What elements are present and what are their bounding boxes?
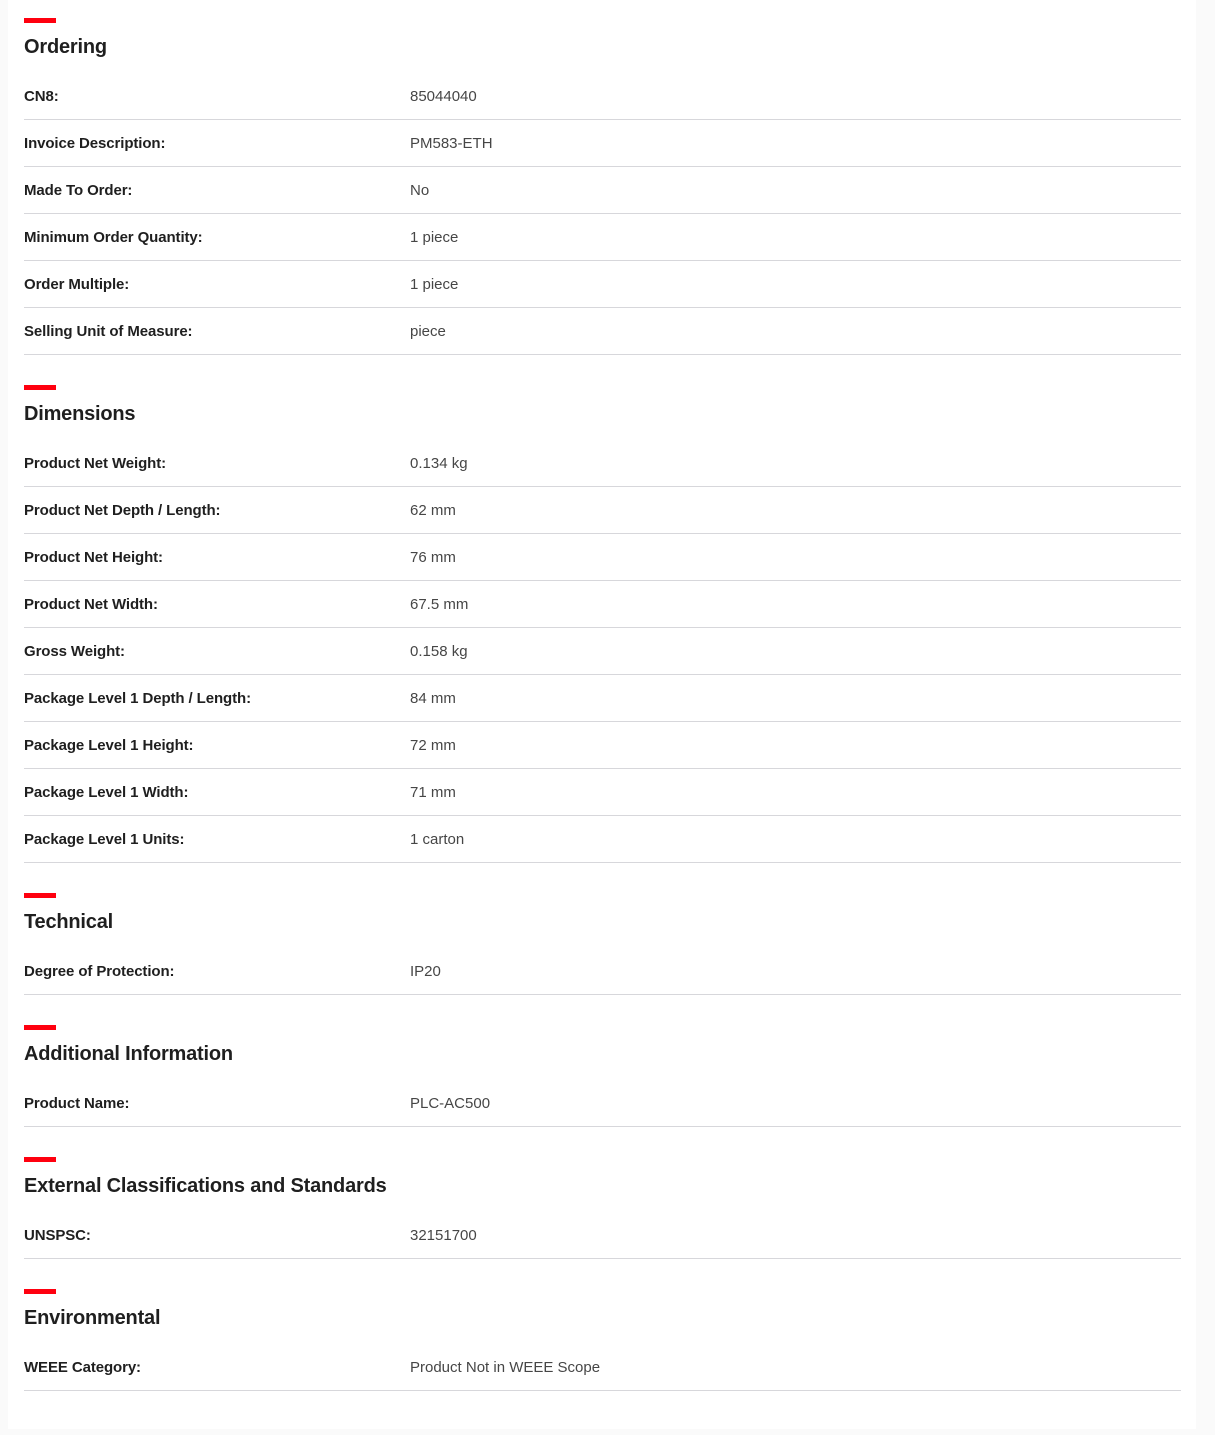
spec-label: CN8:	[24, 87, 59, 105]
spec-label: Product Net Height:	[24, 548, 163, 566]
spec-value: 67.5 mm	[410, 595, 469, 613]
spec-label: Package Level 1 Depth / Length:	[24, 689, 251, 707]
spec-value: PM583-ETH	[410, 134, 493, 152]
section-title: External Classifications and Standards	[24, 1175, 387, 1197]
spec-row	[24, 769, 1181, 816]
spec-row	[24, 816, 1181, 863]
spec-label: WEEE Category:	[24, 1358, 141, 1376]
product-specifications-panel	[8, 0, 1196, 1429]
spec-row	[24, 722, 1181, 769]
section-title: Environmental	[24, 1307, 161, 1329]
spec-value: 1 piece	[410, 228, 459, 246]
section-accent-dash	[24, 385, 56, 390]
spec-label: Product Net Weight:	[24, 454, 166, 472]
spec-label: Selling Unit of Measure:	[24, 322, 193, 340]
spec-row	[24, 1080, 1181, 1127]
spec-value: Product Not in WEEE Scope	[410, 1358, 601, 1376]
section-rows	[24, 73, 1181, 355]
section-rows	[24, 1344, 1181, 1391]
spec-row	[24, 308, 1181, 355]
spec-row	[24, 167, 1181, 214]
spec-row	[24, 120, 1181, 167]
spec-row	[24, 675, 1181, 722]
spec-row	[24, 440, 1181, 487]
spec-section	[24, 18, 1181, 355]
spec-row	[24, 214, 1181, 261]
spec-value: 0.134 kg	[410, 454, 468, 472]
spec-label: Product Net Depth / Length:	[24, 501, 221, 519]
spec-label: Product Net Width:	[24, 595, 158, 613]
spec-label: Package Level 1 Width:	[24, 783, 189, 801]
section-title: Dimensions	[24, 403, 136, 425]
spec-section	[24, 385, 1181, 863]
spec-label: Gross Weight:	[24, 642, 125, 660]
spec-value: PLC-AC500	[410, 1094, 491, 1112]
spec-section	[24, 1025, 1181, 1127]
spec-value: 76 mm	[410, 548, 456, 566]
section-rows	[24, 948, 1181, 995]
section-title: Additional Information	[24, 1043, 233, 1065]
spec-value: 32151700	[410, 1226, 477, 1244]
section-title: Ordering	[24, 36, 107, 58]
spec-value: 71 mm	[410, 783, 456, 801]
section-accent-dash	[24, 1025, 56, 1030]
spec-value: 84 mm	[410, 689, 456, 707]
spec-value: 1 carton	[410, 830, 465, 848]
section-accent-dash	[24, 1157, 56, 1162]
spec-label: Minimum Order Quantity:	[24, 228, 203, 246]
spec-value: 0.158 kg	[410, 642, 468, 660]
section-rows	[24, 1212, 1181, 1259]
spec-section	[24, 893, 1181, 995]
spec-label: Degree of Protection:	[24, 962, 175, 980]
spec-section	[24, 1289, 1181, 1391]
section-rows	[24, 440, 1181, 863]
spec-value: IP20	[410, 962, 441, 980]
spec-row	[24, 1212, 1181, 1259]
spec-value: 85044040	[410, 87, 477, 105]
spec-value: piece	[410, 322, 446, 340]
spec-section	[24, 1157, 1181, 1259]
spec-label: Invoice Description:	[24, 134, 166, 152]
spec-row	[24, 948, 1181, 995]
spec-value: 62 mm	[410, 501, 456, 519]
spec-label: Package Level 1 Height:	[24, 736, 194, 754]
section-accent-dash	[24, 893, 56, 898]
spec-row	[24, 487, 1181, 534]
spec-value: No	[410, 181, 430, 199]
section-accent-dash	[24, 18, 56, 23]
spec-row	[24, 1344, 1181, 1391]
spec-label: Product Name:	[24, 1094, 130, 1112]
section-rows	[24, 1080, 1181, 1127]
spec-value: 1 piece	[410, 275, 459, 293]
spec-row	[24, 73, 1181, 120]
spec-label: Package Level 1 Units:	[24, 830, 185, 848]
spec-row	[24, 261, 1181, 308]
section-accent-dash	[24, 1289, 56, 1294]
spec-label: UNSPSC:	[24, 1226, 91, 1244]
spec-row	[24, 534, 1181, 581]
spec-label: Made To Order:	[24, 181, 133, 199]
spec-row	[24, 628, 1181, 675]
spec-value: 72 mm	[410, 736, 456, 754]
spec-label: Order Multiple:	[24, 275, 130, 293]
spec-row	[24, 581, 1181, 628]
section-title: Technical	[24, 911, 113, 933]
